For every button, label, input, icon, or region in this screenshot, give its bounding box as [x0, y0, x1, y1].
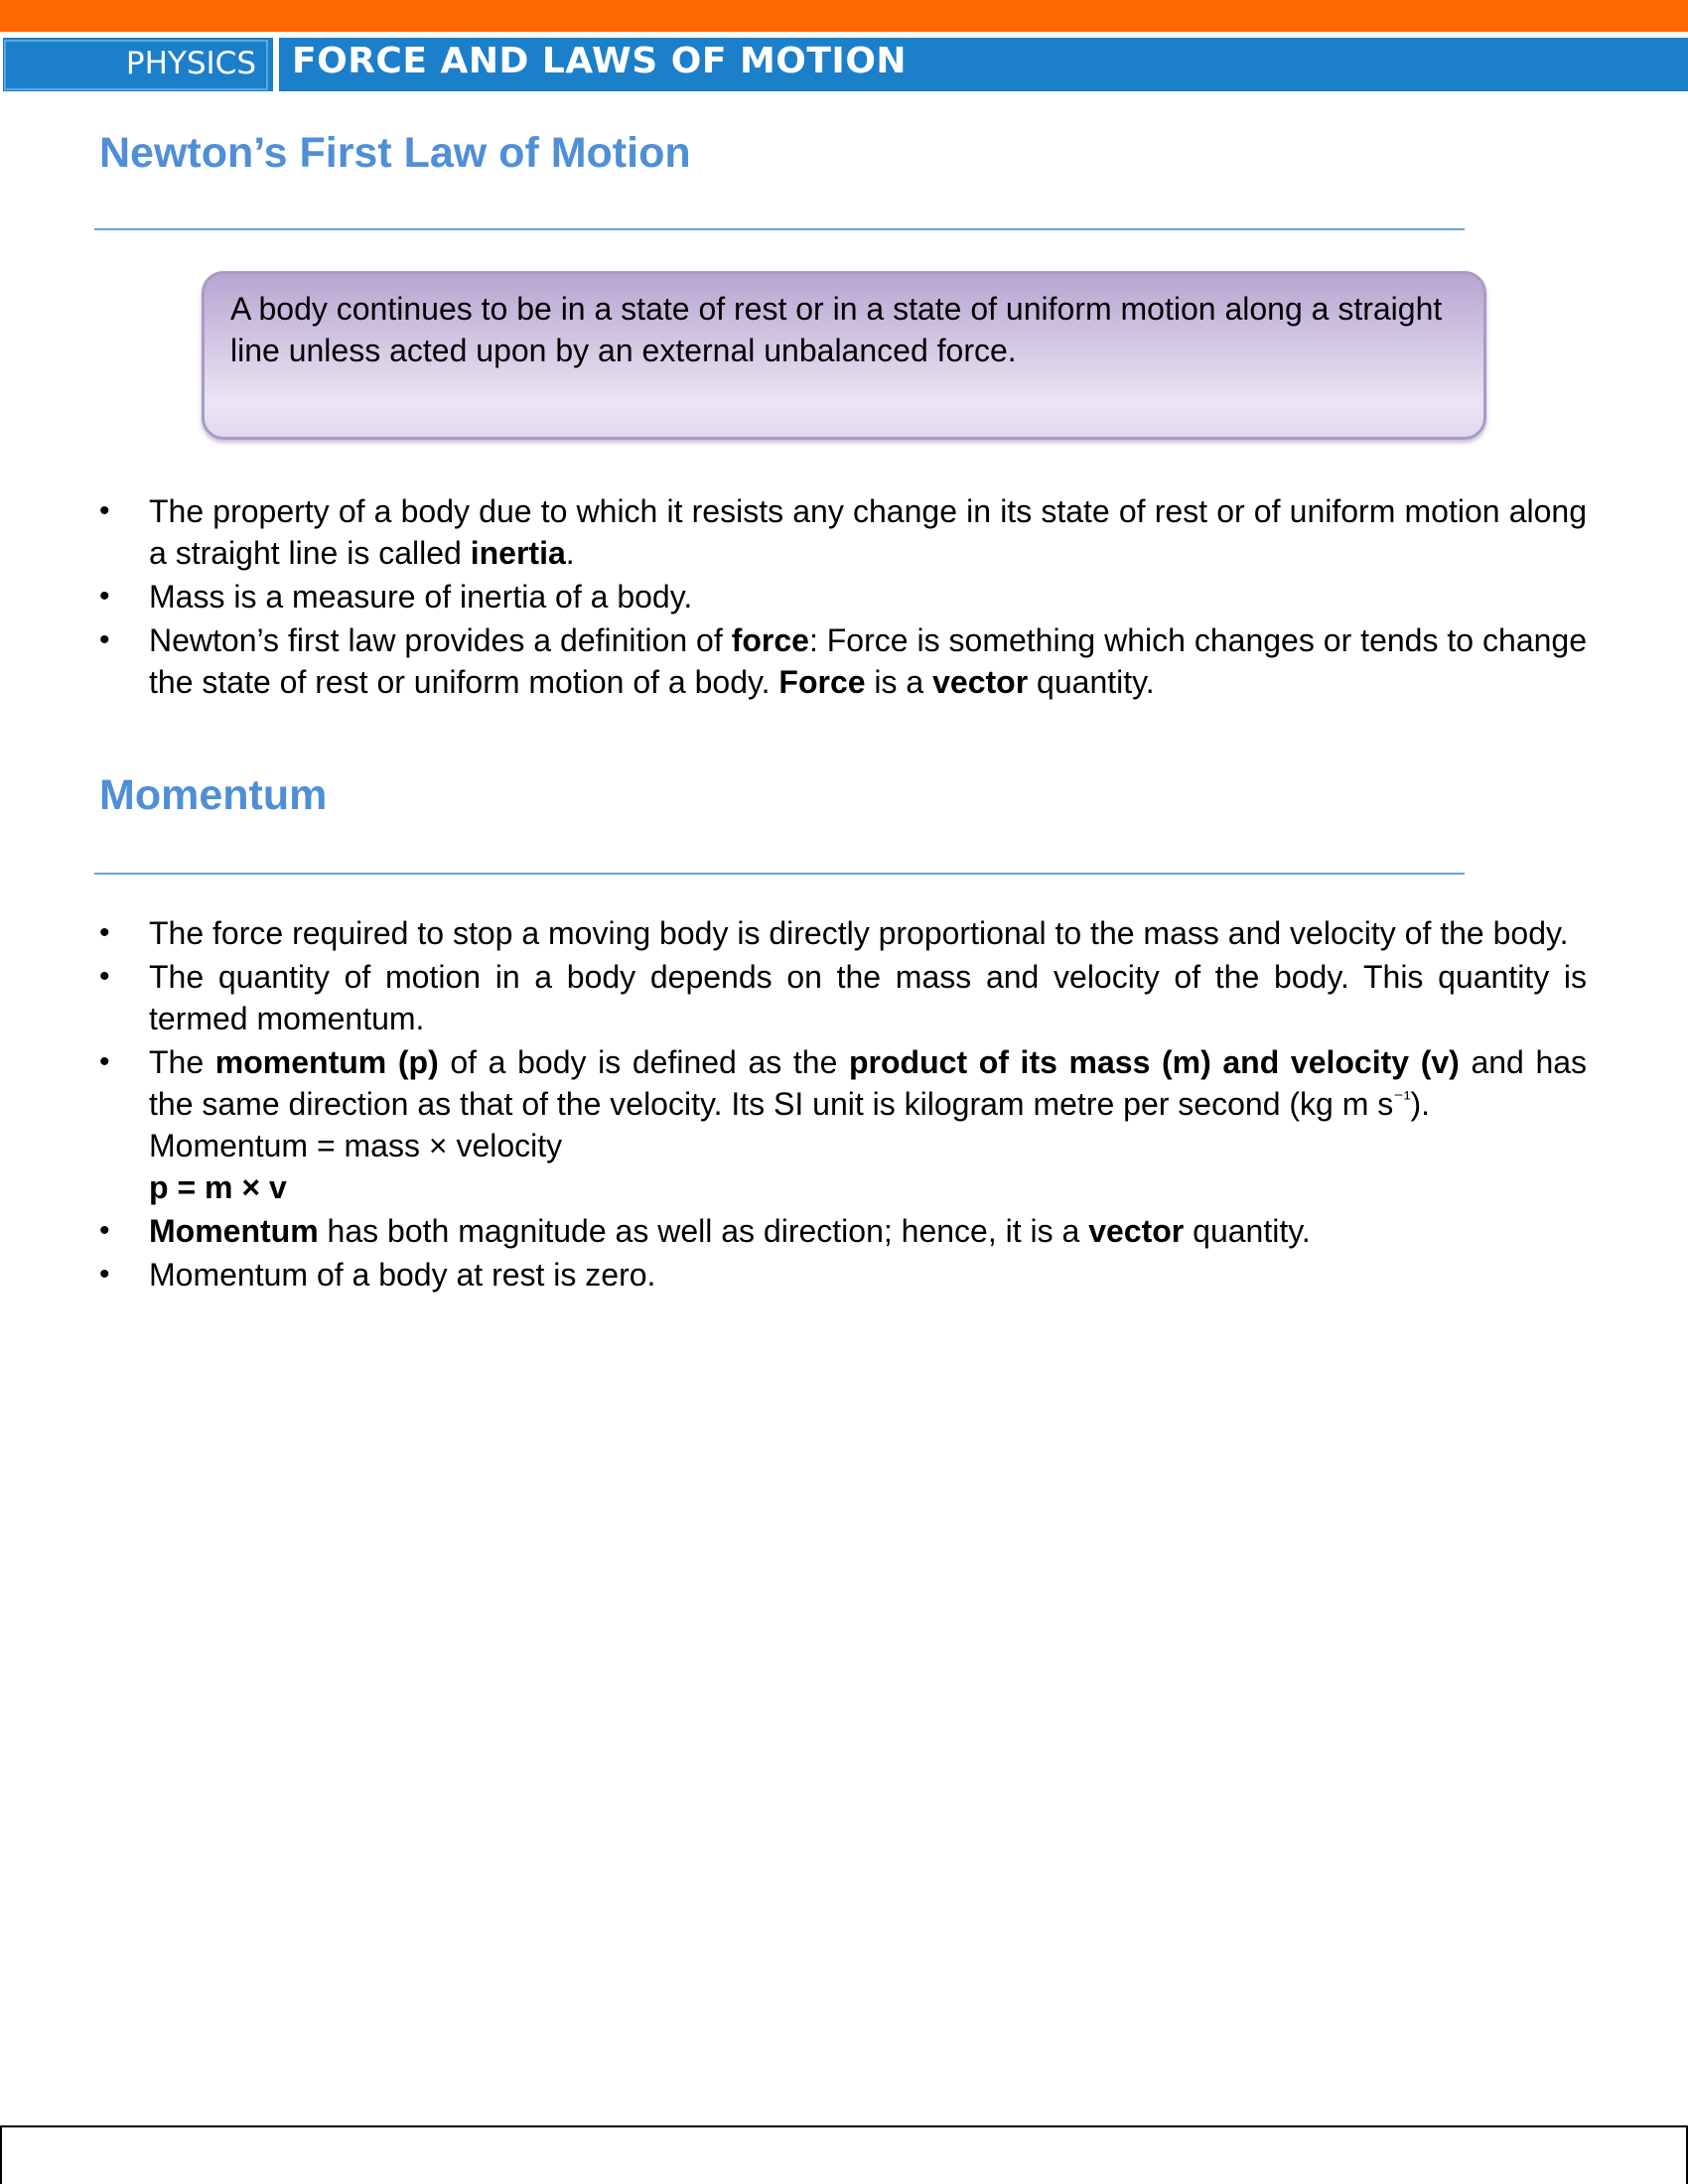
header-divider	[273, 38, 279, 91]
bullet-dot-icon: •	[99, 1045, 110, 1078]
section1-bullet-list	[99, 490, 1588, 705]
bullet-dot-icon: •	[99, 960, 110, 993]
list-item: • The property of a body due to which it resists any change in its state of rest or of uniform motion along a straight line is called inertia.	[149, 490, 1587, 574]
list-item: • Newton’s first law provides a definition of force: Force is something which changes or tends to change the state of rest or uniform motion of a body. Force is a vector quantity.	[149, 619, 1587, 703]
bullet-dot-icon: •	[99, 580, 110, 613]
law-statement: A body continues to be in a state of rest or in a state of uniform motion along a straight line unless acted upon by an external unbalanced force.	[230, 291, 1443, 368]
page-footer	[0, 2125, 1688, 2184]
law-statement-box	[202, 271, 1486, 440]
list-item: • The quantity of motion in a body depends on the mass and velocity of the body. This quantity is termed momentum.	[149, 956, 1587, 1039]
list-item: • Momentum has both magnitude as well as direction; hence, it is a vector quantity.	[149, 1210, 1587, 1252]
bullet-dot-icon: •	[99, 623, 110, 656]
bullet-dot-icon: •	[99, 1258, 110, 1291]
section2-bullet-list	[99, 912, 1588, 1297]
momentum-formula-symbols: p = m × v	[149, 1169, 287, 1205]
section-divider	[94, 873, 1465, 875]
momentum-formula-words: Momentum = mass × velocity	[149, 1128, 563, 1163]
subject-label: PHYSICS	[125, 46, 256, 81]
bullet-dot-icon: •	[99, 916, 110, 949]
subject-label-box	[4, 40, 268, 90]
chapter-title: FORCE AND LAWS OF MOTION	[292, 41, 908, 81]
top-accent-bar	[0, 0, 1688, 32]
list-item: • The momentum (p) of a body is defined as the product of its mass (m) and velocity (v) and has the same direction as that of the velocity. Its SI unit is kilogram metre per second (kg m $s^{^{-1}}$). Momentum = mass × velocity p = m × v	[149, 1041, 1587, 1208]
bullet-dot-icon: •	[99, 494, 110, 527]
list-item: • The force required to stop a moving body is directly proportional to the mass and velocity of the body.	[149, 912, 1587, 954]
section-title-momentum: Momentum	[99, 771, 328, 819]
list-item: • Mass is a measure of inertia of a body.	[149, 576, 1587, 617]
section-divider	[94, 228, 1465, 230]
section-title-newtons-first-law: Newton’s First Law of Motion	[99, 129, 691, 177]
list-item: • Momentum of a body at rest is zero.	[149, 1254, 1587, 1296]
bullet-dot-icon: •	[99, 1214, 110, 1247]
